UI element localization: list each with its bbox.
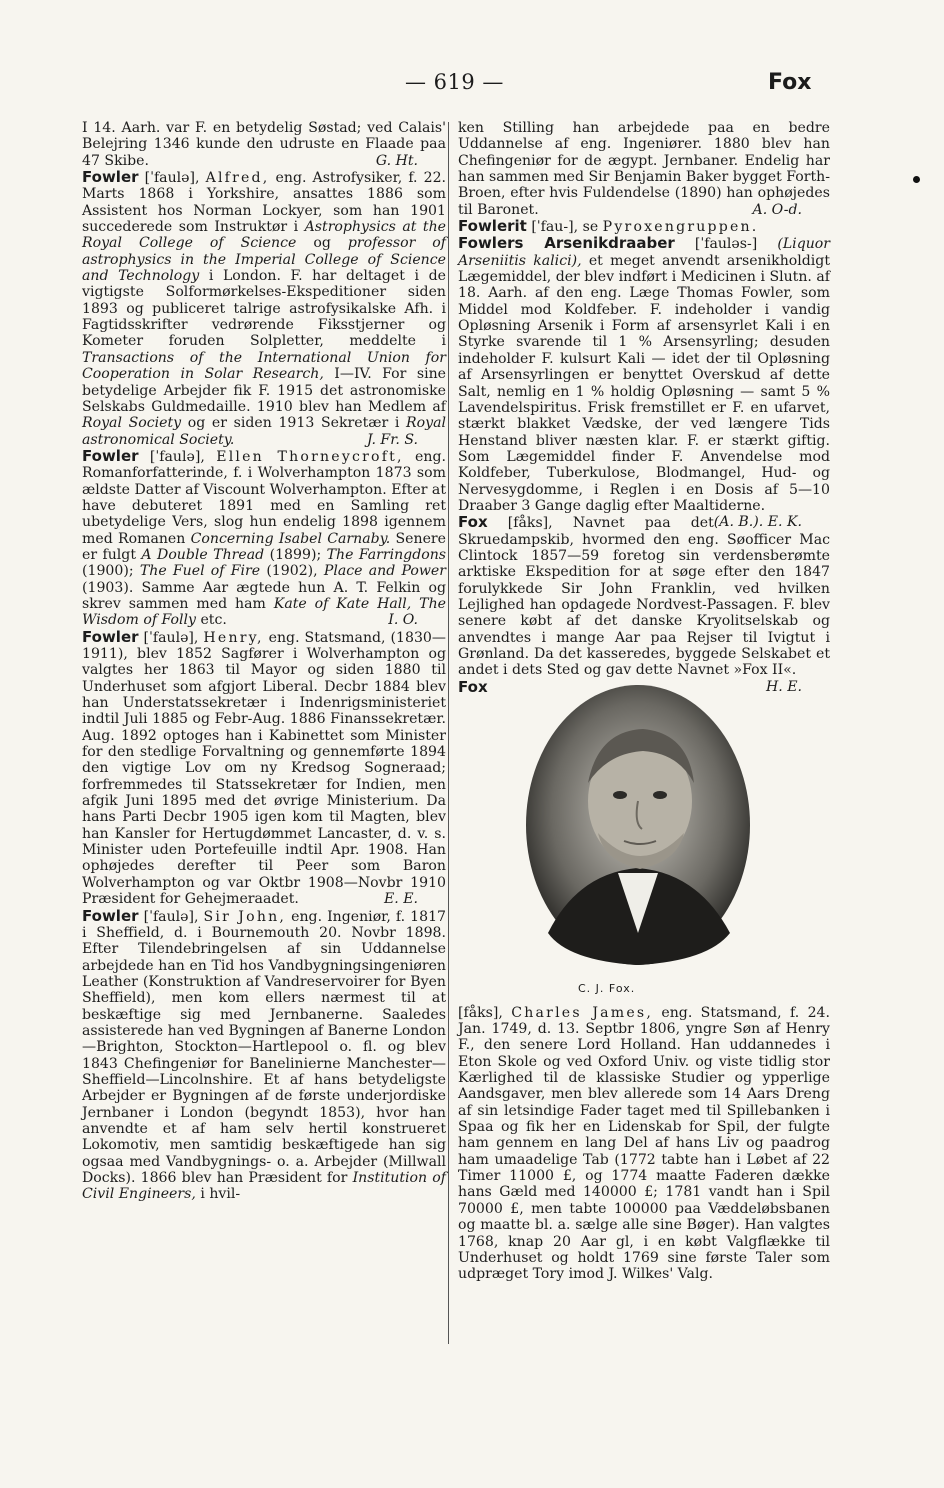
signature: G. Ht. (375, 152, 418, 169)
margin-dot (913, 176, 920, 183)
entry-fowler-alfred: Fowler [ˈfaulə], Alfred, eng. Astrofysiker, f. 22. Marts 1868 i Yorkshire, ansattes 1886 som Assistent hos Norman Lockyer, som han 1901 succederede som Instruktør i Astrophysics at the Royal College of Science og professor of astrophysics in the Imperial College of Science and Technology i London. F. har deltaget i de vigtigste Solformørkelses-Ekspeditioner siden 1893 og publiceret talrige astrofysikalske Afh. i Fagtidsskrifter vedrørende Fiksstjerner og Kometer foruden Solpletter, meddelte i Transactions of the International Union for Cooperation in Solar Research, I—IV. For sine betydelige Arbejder fik F. 1915 det astronomiske Selskabs Guldmedaille. 1910 blev han Medlem af Royal Society og er siden 1913 Sekretær i Royal astronomical Society. J. Fr. S. (82, 168, 447, 448)
entry-fox-charles-james: C. J. Fox. Fox [fåks], Charles James, eng. Statsmand, f. 24. Jan. 1749, d. 13. Septbr 1806, yngre Søn af Henry F., den senere Lord Holland. Han uddannedes i Eton Skole og ved Oxford Univ. og viste tidlig stor Kærlighed til de klassiske Studier og ypperlige Aandsgaver, men blev allerede som 14 Aars Dreng af sin letsindige Fader taget med til Spillebanken i Spaa og fik her en Lidenskab for Spil, der fulgte ham gennem en lang Del af hans Liv og paadrog ham umaadelige Tab (1772 tabte han i Løbet af 22 Timer 11000 £, og 1774 maatte Faderen dække hans Gæld med 140000 £; 1781 vandt han i Spil 70000 £, men tabte 100000 paa Væddeløbsbanen og maatte bl. a. sælge alle sine Bøger). Han valgtes 1768, knap 20 Aar gl, i en købt Valgflække til Underhuset og holdt 1769 sine første Taler som udpræget Tory imod J. Wilkes' Valg. (458, 677, 830, 1283)
pronunciation: [ˈfau-], (531, 219, 579, 236)
entry-fowler-john: Fowler [ˈfaulə], Sir John, eng. Ingeniør, f. 1817 i Sheffield, d. i Bournemouth 20. Novbr 1898. Efter Tilendebringelsen af sin Uddannelse arbejdede han en Tid hos Vandbygningsingeniøren Leather (Konstruktion af Vandreservoirer for Byen Sheffield), men kom ellers nærmest til at beskæftige sig med Jernbanerne. Saaledes assisterede han ved Bygningen af Banerne London—Brighton, Stockton—Hartlepool o. fl. og blev 1843 Chefingeniør for Banelinierne Manchester—Sheffield—Lincolnshire. Et af hans betydeligste Arbejder er Bygningen af de første underjordiske Jernbaner i London (begyndt 1853), hvor han anvendte et af ham selv hertil konstrueret Lokomotiv, men samtidig beskæftigede han sig ogsaa med Vandbygnings- o. a. Arbejder (Millwall Docks). 1866 blev han Præsident for Institution of Civil Engineers, i hvil- (82, 906, 447, 1203)
pronunciation: [fåks], (507, 515, 553, 532)
headword: Fox (458, 677, 488, 696)
left-column (82, 120, 446, 1203)
page-number: — 619 — (405, 70, 504, 94)
pronunciation: [ˈfaulə], (149, 448, 205, 465)
headword: Fowler (82, 627, 139, 646)
portrait-caption: C. J. Fox. (577, 981, 636, 995)
pronunciation: [ˈfauləs-] (694, 236, 758, 253)
pronunciation: [fåks], (458, 1004, 503, 1021)
headword: Fowler (82, 168, 139, 187)
cross-reference: Pyroxengruppen. (602, 219, 759, 236)
pronunciation: [ˈfaulə], (143, 629, 199, 646)
entry-fowler-henry: Fowler [ˈfaulə], Henry, eng. Statsmand, (1830—1911), blev 1852 Sagfører i Wolverhampton og valgtes her 1863 til Mayor og siden 1880 til Underhuset som afgjort Liberal. Decbr 1884 blev han Understatssekretær i Indenrigsministeriet indtil Juli 1885 og Febr-Aug. 1886 Finanssekretær. Aug. 1892 optoges han i Kabinettet som Minister for den stedlige Forvaltning og gennemførte 1894 den vigtige Lov om ny Kredsog Sogneraad; forfremmedes til Statssekretær for Indien, men afgik Juni 1895 med det øvrige Ministerium. Da hans Parti Decbr 1905 igen kom til Magten, blev han Kansler for Hertugdømmet Lancaster, d. v. s. Minister uden Portefeuille indtil Apr. 1908. Han ophøjedes derefter til Peer som Baron Wolverhampton og var Oktbr 1908—Novbr 1910 Præsident for Gehejmeraadet. E. E. (82, 627, 446, 908)
entry-fox-ship: Fox [fåks], Navnet paa det Skruedampskib, hvormed den eng. Søofficer Mac Clintock 1857—59 foretog sin verdensberømte arktiske Ekspedition for at søge efter den 1847 forulykkede Sir John Franklin, ved hvilken Lejlighed han opdagede Nordvest-Passagen. F. blev senere købt af det danske Kryolitselskab og anvendtes i mange Aar paa Rejser til Ivigtut i Grønland. Da det kasseredes, byggede Selskabet et andet i dets Sted og gav dette Navnet »Fox II«. H. E. (458, 513, 830, 695)
right-column (458, 120, 830, 1283)
entry-name: Ellen Thorneycroft, (216, 448, 404, 465)
headword: Fowler (82, 446, 139, 465)
entry-name: Charles James, (511, 1004, 653, 1021)
pronunciation: [ˈfaulə], (144, 170, 200, 187)
entry-name: Sir John, (203, 908, 287, 925)
pronunciation: [ˈfaulə], (143, 908, 199, 925)
signature: (A. B.). E. K. (713, 514, 802, 531)
entry-continuation: I 14. Aarh. var F. en betydelig Søstad; ved Calais' Belejring 1346 kunde den udruste en Flaade paa 47 Skibe. G. Ht. (82, 120, 446, 169)
signature: A. O-d. (752, 201, 802, 218)
entry-name: Henry, (203, 629, 264, 646)
headword: Fowlers Arsenikdraaber (458, 234, 675, 253)
entry-fowlerit: Fowlerit [ˈfau-], se Pyroxengruppen. (458, 217, 759, 236)
running-head: Fox (768, 70, 812, 95)
entry-fowler-ellen: Fowler [ˈfaulə], Ellen Thorneycroft, eng. Romanforfatterinde, f. i Wolverhampton 1873 som ældste Datter af Viscount Wolverhampton. Efter at have debuteret 1891 med en Samling ret ubetydelige Vers, slog hun endelig 1898 igennem med Romanen Concerning Isabel Carnaby. Senere er fulgt A Double Thread (1899); The Farringdons (1900); The Fuel of Fire (1902), Place and Power (1903). Samme Aar ægtede hun A. T. Felkin og skrev sammen med ham Kate of Kate Hall, The Wisdom of Folly etc. I. O. (82, 446, 447, 629)
signature: H. E. (765, 678, 802, 695)
portrait-engraving (518, 683, 758, 973)
portrait-figure (508, 683, 766, 1001)
signature: E. E. (383, 891, 418, 908)
entry-fowler-john-continued: ken Stilling han arbejdede paa en bedre Uddannelse af eng. Ingeniører. 1880 blev han Chefingeniør for de ægypt. Jernbaner. Endelig har han sammen med Sir Benjamin Baker bygget Forth-Broen, efter hvis Fuldendelse (1890) han ophøjedes til Baronet. A. O-d. (458, 120, 830, 218)
headword: Fox (458, 513, 488, 532)
entry-fowlers-arsenikdraaber: Fowlers Arsenikdraaber [ˈfauləs-] (Liquor Arseniitis kalici), et meget anvendt arsenikholdigt Lægemiddel, der blev indført i Medicinen i Slutn. af 18. Aarh. af den eng. Læge Thomas Fowler, som Middel mod Koldfeber. F. indeholder i vandig Opløsning Arsenik i Form af arsensyrlet Kali i en Styrke svarende til 1 % Arsensyrling; desuden indeholder F. kulsurt Kali — idet der til Opløsning af Arsensyrlingen er benyttet Overskud af dette Salt, nemlig en 1 % holdig Opløsning — samt 5 % Lavendelspiritus. Frisk fremstillet er F. en ufarvet, stærkt blakket Vædske, der ved længere Tids Henstand bliver næsten klar. F. er stærkt giftig. Som Lægemiddel finder F. Anvendelse mod Koldfeber, Tuberkulose, Blodmangel, Hud- og Nervesygdomme, i Reglen i en Dosis af 5—10 Draaber 3 Gange daglig efter Maaltiderne. (A. B.). E. K. (458, 234, 831, 531)
headword: Fowlerit (458, 217, 527, 236)
signature: I. O. (388, 612, 418, 629)
column-rule (448, 122, 449, 1344)
headword: Fowler (82, 906, 139, 925)
signature: J. Fr. S. (366, 431, 418, 448)
entry-name: Alfred, (205, 170, 270, 187)
